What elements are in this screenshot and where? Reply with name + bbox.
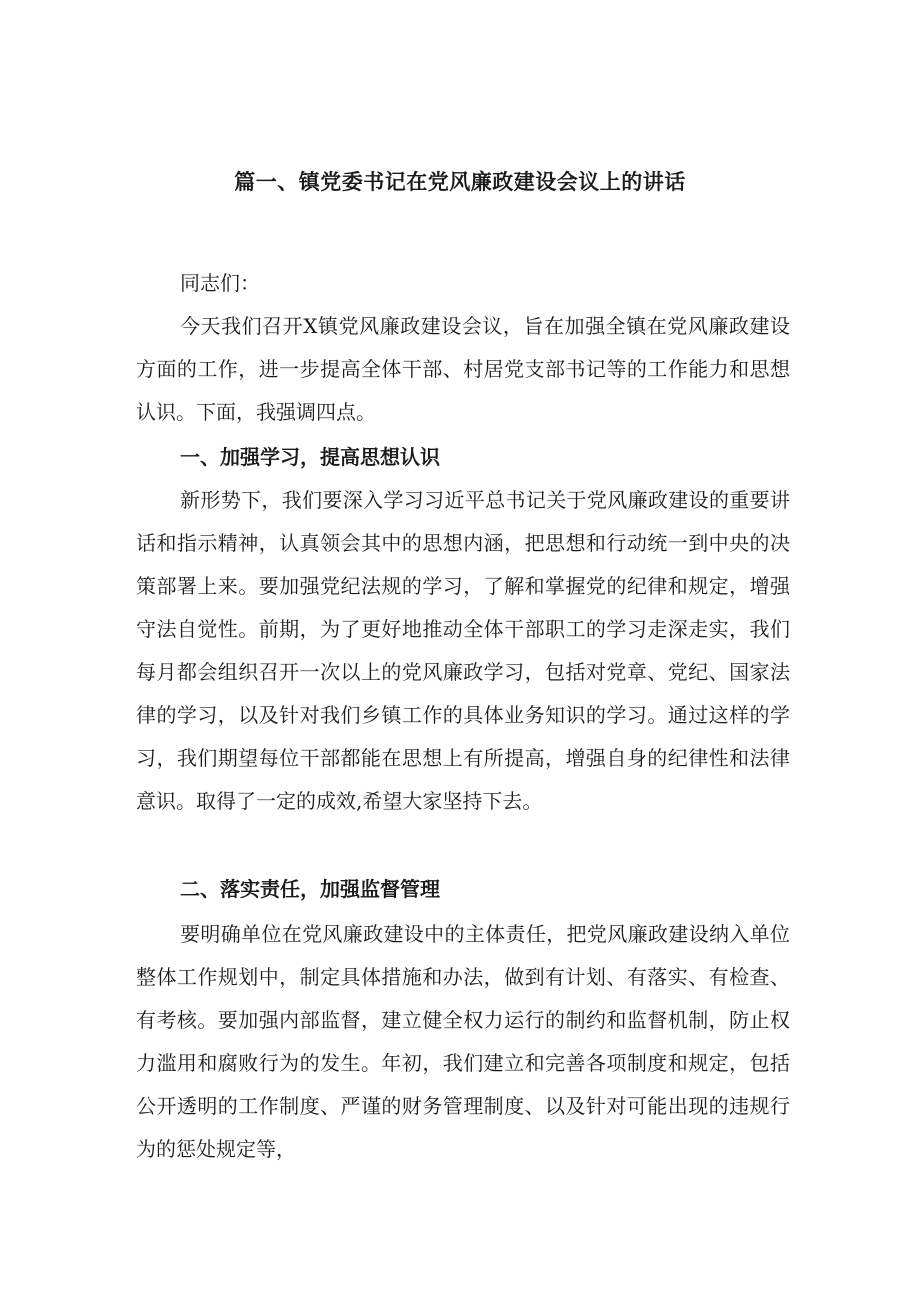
section-paragraph-1: 新形势下，我们要深入学习习近平总书记关于党风廉政建设的重要讲话和指示精神，认真领会其中的思想内涵，把思想和行动统一到中央的决策部署上来。要加强党纪法规的学习，了解和掌握党的纪律和规定，增强守法自觉性。前期，为了更好地推动全体干部职工的学习走深走实，我们每月都会组织召开一次以上的党风廉政学习，包括对党章、党纪、国家法律的学习，以及针对我们乡镇工作的具体业务知识的学习。通过这样的学习，我们期望每位干部都能在思想上有所提高，增强自身的纪律性和法律意识。取得了一定的成效,希望大家坚持下去。 (136, 488, 790, 813)
salutation: 同志们： (180, 271, 260, 295)
section-paragraph-2: 要明确单位在党风廉政建设中的主体责任，把党风廉政建设纳入单位整体工作规划中，制定具体措施和办法，做到有计划、有落实、有检查、有考核。要加强内部监督，建立健全权力运行的制约和监督机制，防止权力滥用和腐败行为的发生。年初，我们建立和完善各项制度和规定，包括公开透明的工作制度、严谨的财务管理制度、以及针对可能出现的违规行为的惩处规定等， (136, 922, 790, 1161)
section-heading-2: 二、落实责任，加强监督管理 (180, 877, 440, 901)
section-heading-1: 一、加强学习，提高思想认识 (180, 445, 440, 469)
document-title: 篇一、镇党委书记在党风廉政建设会议上的讲话 (234, 170, 686, 194)
intro-paragraph: 今天我们召开X镇党风廉政建设会议，旨在加强全镇在党风廉政建设方面的工作，进一步提高全体干部、村居党支部书记等的工作能力和思想认识。下面，我强调四点。 (136, 314, 790, 424)
